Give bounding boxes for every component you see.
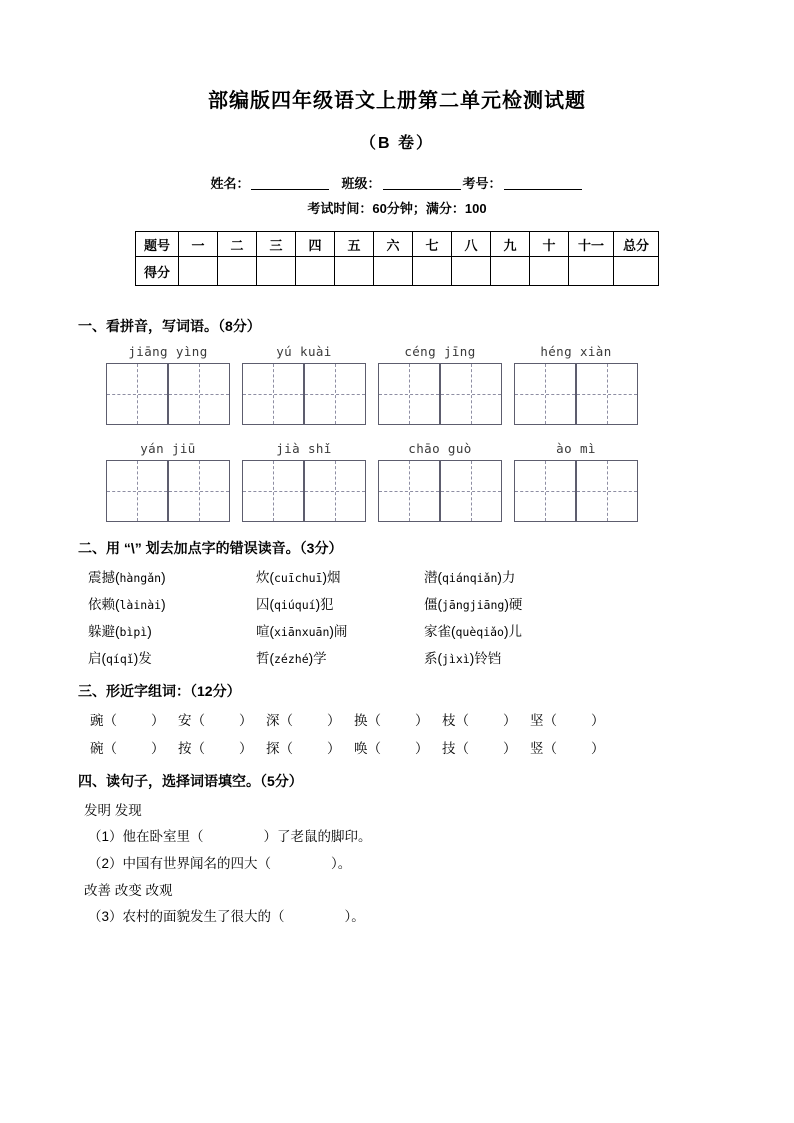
writing-cell[interactable] (168, 363, 230, 425)
similar-char: 安 (178, 713, 192, 728)
choice-option-b[interactable]: qiǎn (469, 571, 498, 585)
similar-char: 坚 (530, 713, 544, 728)
writing-grid-group-7[interactable] (378, 460, 502, 522)
pinyin-choice-item[interactable] (256, 647, 424, 667)
class-input-blank[interactable] (383, 189, 461, 190)
similar-char: 探 (266, 741, 280, 756)
similar-char: 豌 (90, 713, 104, 728)
score-cell-7[interactable] (413, 257, 452, 286)
choice-option-b[interactable]: qǐ (119, 652, 134, 666)
writing-grid-group-1[interactable] (106, 363, 230, 425)
similar-char-item[interactable]: 竖（ ） (530, 741, 605, 756)
choice-pre: 系( (424, 651, 442, 666)
question-col-total: 总分 (614, 232, 659, 257)
similar-char-item[interactable]: 枝（ ） (442, 713, 517, 728)
name-label: 姓名： (210, 176, 250, 191)
similar-char-item[interactable]: 唤（ ） (354, 741, 429, 756)
choice-pre: 僵( (424, 597, 442, 612)
score-cell-total[interactable] (614, 257, 659, 286)
pinyin-choice-item[interactable] (256, 566, 424, 586)
pinyin-choice-row-4 (78, 647, 716, 667)
writing-grid-row-2 (78, 460, 716, 522)
choice-post: )闹 (329, 624, 348, 639)
score-cell-5[interactable] (335, 257, 374, 286)
writing-grid-row-1 (78, 363, 716, 425)
choice-pre: 家雀( (424, 624, 456, 639)
question-col-8: 八 (452, 232, 491, 257)
score-cell-11[interactable] (569, 257, 614, 286)
question-col-10: 十 (530, 232, 569, 257)
page-subtitle: （B 卷） (359, 135, 434, 152)
pinyin-chaoguo: chāo guò (408, 441, 472, 456)
choice-option-a[interactable]: qí (106, 652, 120, 666)
similar-char-item[interactable]: 豌（ ） (90, 713, 165, 728)
choice-option-b[interactable]: chuī (294, 571, 323, 585)
pinyin-cengjing: céng jīng (404, 344, 476, 359)
score-cell-2[interactable] (218, 257, 257, 286)
similar-char-item[interactable]: 技（ ） (442, 741, 517, 756)
pinyin-choice-item[interactable] (256, 593, 424, 613)
choice-pre: 震撼( (88, 570, 120, 585)
section-three-title: 三、形近字组词：（12分） (78, 683, 241, 699)
similar-char-item[interactable]: 安（ ） (178, 713, 253, 728)
similar-char: 深 (266, 713, 280, 728)
writing-cell[interactable] (304, 460, 366, 522)
question-col-7: 七 (413, 232, 452, 257)
similar-char: 枝 (442, 713, 456, 728)
choice-option-a[interactable]: cuī (274, 571, 295, 585)
choice-option-a[interactable]: jāng (442, 598, 470, 612)
writing-cell[interactable] (106, 363, 168, 425)
question-text-post: ）。 (344, 909, 365, 924)
writing-cell[interactable] (304, 363, 366, 425)
choice-pre: 启( (88, 651, 106, 666)
choice-option-a[interactable]: xiān (274, 625, 302, 639)
writing-grid-group-2[interactable] (242, 363, 366, 425)
section-four (78, 771, 716, 925)
choice-option-a[interactable]: lài (119, 598, 141, 612)
fill-in-question-1[interactable] (78, 825, 716, 845)
choice-option-b[interactable]: quí (294, 598, 316, 612)
score-cell-10[interactable] (530, 257, 569, 286)
pinyin-jiashi: jià shǐ (276, 441, 332, 456)
choice-post: ) (161, 570, 166, 585)
pinyin-jiangying: jiāng yìng (128, 344, 208, 359)
pinyin-choice-row-1 (78, 566, 716, 586)
student-info-line (78, 173, 716, 192)
choice-post: )发 (133, 651, 152, 666)
question-col-11: 十一 (569, 232, 614, 257)
question-col-9: 九 (491, 232, 530, 257)
score-cell-4[interactable] (296, 257, 335, 286)
choice-option-b[interactable]: xuān (301, 625, 330, 639)
choice-post: ) (161, 597, 166, 612)
question-text-post: ）了老鼠的脚印。 (263, 829, 372, 844)
exam-meta: 考试时间：60分钟；满分：100 (307, 201, 487, 216)
class-label: 班级： (341, 176, 381, 191)
pinyin-yanjiu: yán jiū (140, 441, 196, 456)
word-bank-one: 发明 发现 (84, 803, 142, 818)
score-cell-1[interactable] (179, 257, 218, 286)
pinyin-choice-item[interactable] (424, 620, 592, 640)
choice-option-a[interactable]: jì (442, 652, 456, 666)
pinyin-hengxian: héng xiàn (540, 344, 612, 359)
question-col-2: 二 (218, 232, 257, 257)
choice-option-b[interactable]: jiāng (469, 598, 505, 612)
similar-char: 碗 (90, 741, 104, 756)
choice-pre: 喧( (256, 624, 274, 639)
pinyin-aomi: ào mì (556, 441, 596, 456)
similar-char-item[interactable]: 深（ ） (266, 713, 341, 728)
writing-cell[interactable] (378, 363, 440, 425)
similar-char-item[interactable]: 换（ ） (354, 713, 429, 728)
writing-cell[interactable] (378, 460, 440, 522)
writing-grid-group-5[interactable] (106, 460, 230, 522)
choice-post: )铃铛 (469, 651, 502, 666)
choice-pre: 躲避( (88, 624, 120, 639)
section-three (78, 681, 716, 757)
section-one (78, 316, 716, 522)
section-four-title: 四、读句子，选择词语填空。（5分） (78, 773, 303, 789)
writing-cell[interactable] (514, 363, 576, 425)
choice-option-b[interactable]: qiǎo (476, 625, 504, 639)
fill-in-question-3[interactable] (78, 905, 716, 925)
section-two-title: 二、用 “\” 划去加点字的错误读音。（3分） (78, 540, 343, 556)
pinyin-choice-item[interactable] (424, 566, 592, 586)
exam-no-input-blank[interactable] (504, 189, 582, 190)
pinyin-choice-item[interactable] (88, 647, 256, 667)
choice-pre: 依赖( (88, 597, 120, 612)
question-col-1: 一 (179, 232, 218, 257)
choice-option-a[interactable]: qiú (274, 598, 295, 612)
choice-option-a[interactable]: hàn (119, 571, 141, 585)
writing-grid-group-8[interactable] (514, 460, 638, 522)
similar-char-row-1 (78, 709, 716, 729)
similar-char-item[interactable]: 按（ ） (178, 741, 253, 756)
writing-cell[interactable] (440, 363, 502, 425)
choice-option-b[interactable]: gǎn (140, 571, 162, 585)
question-col-6: 六 (374, 232, 413, 257)
choice-post: )烟 (322, 570, 341, 585)
score-cell-8[interactable] (452, 257, 491, 286)
word-bank-two: 改善 改变 改观 (84, 883, 173, 898)
choice-option-a[interactable]: bì (119, 625, 134, 639)
question-text-pre: （1）他在卧室里（ (88, 829, 204, 844)
choice-option-b[interactable]: zhé (287, 652, 309, 666)
pinyin-choice-item[interactable] (88, 620, 256, 640)
similar-char: 换 (354, 713, 368, 728)
similar-char: 竖 (530, 741, 544, 756)
choice-post: )硬 (504, 597, 523, 612)
pinyin-choice-item[interactable] (424, 593, 592, 613)
writing-cell[interactable] (514, 460, 576, 522)
name-input-blank[interactable] (251, 189, 329, 190)
choice-post: )力 (497, 570, 516, 585)
choice-option-b[interactable]: pì (133, 625, 148, 639)
similar-char: 唤 (354, 741, 368, 756)
writing-cell[interactable] (576, 363, 638, 425)
question-text-post: ）。 (331, 856, 352, 871)
choice-option-a[interactable]: zé (274, 652, 288, 666)
section-two (78, 538, 716, 667)
question-row-label: 题号 (136, 232, 179, 257)
writing-grid-group-4[interactable] (514, 363, 638, 425)
pinyin-choice-item[interactable] (88, 566, 256, 586)
pinyin-yukuai: yú kuài (276, 344, 332, 359)
choice-post: )学 (308, 651, 327, 666)
question-text-pre: （3）农村的面貌发生了很大的（ (88, 909, 285, 924)
pinyin-choice-item[interactable] (256, 620, 424, 640)
table-row-question-numbers (136, 232, 659, 257)
choice-post: )犯 (315, 597, 334, 612)
choice-pre: 哲( (256, 651, 274, 666)
pinyin-row-2 (78, 441, 716, 456)
score-cell-3[interactable] (257, 257, 296, 286)
score-cell-6[interactable] (374, 257, 413, 286)
writing-grid-group-6[interactable] (242, 460, 366, 522)
pinyin-choice-item[interactable] (88, 593, 256, 613)
question-text-pre: （2）中国有世界闻名的四大（ (88, 856, 272, 871)
similar-char: 按 (178, 741, 192, 756)
table-row-scores (136, 257, 659, 286)
writing-cell[interactable] (440, 460, 502, 522)
choice-option-a[interactable]: qián (442, 571, 470, 585)
score-row-label: 得分 (136, 257, 179, 286)
choice-pre: 潜( (424, 570, 442, 585)
similar-char-row-2 (78, 737, 716, 757)
similar-char-item[interactable]: 探（ ） (266, 741, 341, 756)
pinyin-choice-row-2 (78, 593, 716, 613)
choice-pre: 囚( (256, 597, 274, 612)
choice-option-b[interactable]: xì (455, 652, 470, 666)
writing-cell[interactable] (168, 460, 230, 522)
writing-cell[interactable] (242, 460, 304, 522)
similar-char: 技 (442, 741, 456, 756)
score-table (135, 231, 659, 286)
writing-cell[interactable] (106, 460, 168, 522)
writing-cell[interactable] (576, 460, 638, 522)
section-one-title: 一、看拼音，写词语。（8分） (78, 318, 261, 334)
pinyin-row-1 (78, 344, 716, 359)
page-title: 部编版四年级语文上册第二单元检测试题 (208, 90, 586, 112)
score-table-container (78, 231, 716, 286)
score-cell-9[interactable] (491, 257, 530, 286)
exam-no-label: 考号： (462, 176, 502, 191)
question-col-5: 五 (335, 232, 374, 257)
writing-cell[interactable] (242, 363, 304, 425)
writing-grid-group-3[interactable] (378, 363, 502, 425)
fill-in-question-2[interactable] (78, 852, 716, 872)
pinyin-choice-item[interactable] (424, 647, 592, 667)
choice-pre: 炊( (256, 570, 274, 585)
similar-char-item[interactable]: 碗（ ） (90, 741, 165, 756)
choice-post: )儿 (503, 624, 522, 639)
pinyin-choice-row-3 (78, 620, 716, 640)
question-col-3: 三 (257, 232, 296, 257)
question-col-4: 四 (296, 232, 335, 257)
choice-post: ) (147, 624, 152, 639)
choice-option-a[interactable]: què (455, 625, 477, 639)
choice-option-b[interactable]: nài (140, 598, 162, 612)
similar-char-item[interactable]: 坚（ ） (530, 713, 605, 728)
